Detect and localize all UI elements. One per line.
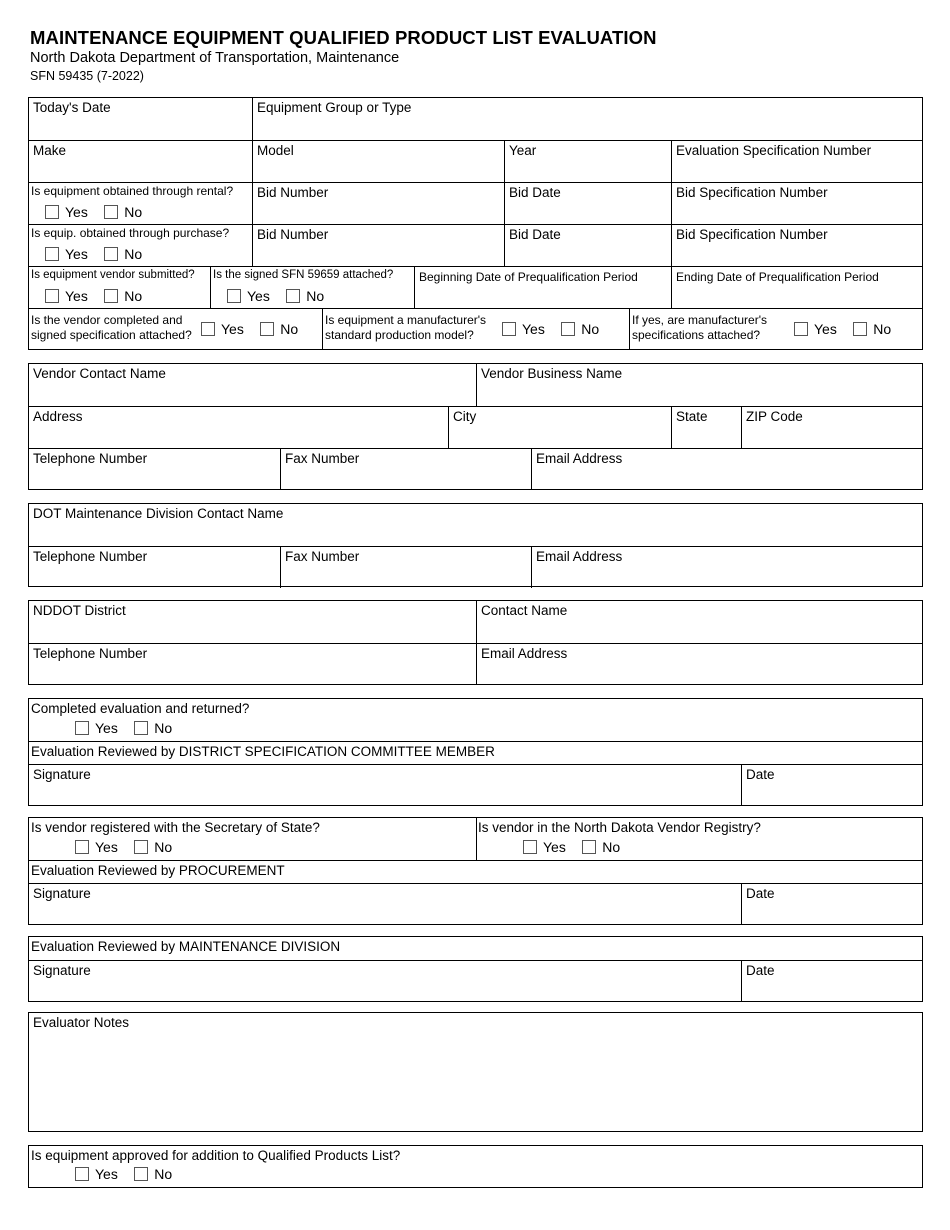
eval-spec-number-field[interactable] <box>671 141 922 182</box>
begin-prequal-field[interactable] <box>414 267 671 308</box>
vendor-state-label: State <box>676 409 708 424</box>
vendor-submitted-label: Is equipment vendor submitted? <box>31 269 195 281</box>
dot-fax-label: Fax Number <box>285 549 360 564</box>
dot-contact-name-field[interactable] <box>29 504 922 546</box>
district-date-label: Date <box>746 767 775 782</box>
vendor-zip-label: ZIP Code <box>746 409 803 424</box>
approval-question-label: Is equipment approved for addition to Qualified Products List? <box>31 1148 401 1163</box>
bid-spec-number-label: Bid Specification Number <box>676 227 828 242</box>
maintenance-signature-field[interactable] <box>29 961 741 1002</box>
sos-no-checkbox[interactable]: No <box>134 839 172 855</box>
district-email-field[interactable] <box>476 644 922 685</box>
vendor-submitted-yes-checkbox[interactable]: Yes <box>45 288 88 304</box>
make-label: Make <box>33 143 67 158</box>
eval-spec-number-label: Evaluation Specification Number <box>676 143 872 158</box>
sos-yes-checkbox[interactable]: Yes <box>75 839 118 855</box>
rental-no-checkbox[interactable]: No <box>104 204 142 220</box>
mfr-spec-yes-checkbox[interactable]: Yes <box>794 321 837 337</box>
sfn-attached-question <box>210 267 414 308</box>
dot-email-label: Email Address <box>536 549 623 564</box>
vendor-submitted-no-checkbox[interactable]: No <box>104 288 142 304</box>
vendor-city-label: City <box>453 409 477 424</box>
bid-number-label: Bid Number <box>257 227 329 242</box>
completed-yes-checkbox[interactable]: Yes <box>75 720 118 736</box>
vendor-telephone-field[interactable] <box>29 449 280 490</box>
rental-yes-checkbox[interactable]: Yes <box>45 204 88 220</box>
begin-prequal-label: Beginning Date of Prequalification Period <box>419 270 638 284</box>
vendor-submitted-question <box>29 267 210 308</box>
purchase-question <box>29 225 252 266</box>
rental-bid-date-field[interactable] <box>504 183 671 224</box>
bid-date-label: Bid Date <box>509 227 561 242</box>
registry-question-label: Is vendor in the North Dakota Vendor Registry? <box>478 820 761 835</box>
maintenance-date-field[interactable] <box>741 961 922 1002</box>
sos-question <box>29 818 476 860</box>
vendor-contact-name-field[interactable] <box>29 364 476 406</box>
purchase-yes-checkbox[interactable]: Yes <box>45 246 88 262</box>
model-label: Model <box>257 143 294 158</box>
vendor-address-field[interactable] <box>29 407 448 448</box>
mfr-spec-no-checkbox[interactable]: No <box>853 321 891 337</box>
form-subtitle: North Dakota Department of Transportation, Maintenance <box>30 50 400 66</box>
procurement-date-field[interactable] <box>741 884 922 925</box>
dot-telephone-field[interactable] <box>29 547 280 588</box>
purchase-question-label: Is equip. obtained through purchase? <box>31 226 230 240</box>
vendor-business-name-field[interactable] <box>476 364 922 406</box>
vendor-spec-no-checkbox[interactable]: No <box>260 321 298 337</box>
equipment-group-field[interactable] <box>252 98 922 140</box>
procurement-section <box>28 817 923 925</box>
end-prequal-field[interactable] <box>671 267 922 308</box>
end-prequal-label: Ending Date of Prequalification Period <box>676 270 879 284</box>
todays-date-label: Today's Date <box>33 100 111 115</box>
district-telephone-field[interactable] <box>29 644 476 685</box>
district-contact-name-field[interactable] <box>476 601 922 643</box>
maintenance-section <box>28 936 923 1002</box>
registry-no-checkbox[interactable]: No <box>582 839 620 855</box>
sfn-attached-label: Is the signed SFN 59659 attached? <box>213 269 394 281</box>
sfn-attached-no-checkbox[interactable]: No <box>286 288 324 304</box>
bid-spec-number-label: Bid Specification Number <box>676 185 828 200</box>
purchase-bid-spec-field[interactable] <box>671 225 922 266</box>
standard-model-yes-checkbox[interactable]: Yes <box>502 321 545 337</box>
district-telephone-label: Telephone Number <box>33 646 148 661</box>
dot-fax-field[interactable] <box>280 547 531 588</box>
district-reviewed-by-label: Evaluation Reviewed by DISTRICT SPECIFICATION COMMITTEE MEMBER <box>31 744 495 759</box>
rental-bid-number-field[interactable] <box>252 183 504 224</box>
rental-bid-spec-field[interactable] <box>671 183 922 224</box>
rental-question-label: Is equipment obtained through rental? <box>31 184 234 198</box>
standard-model-label-line2: standard production model? <box>325 327 474 342</box>
year-field[interactable] <box>504 141 671 182</box>
vendor-spec-question <box>29 309 322 350</box>
purchase-no-checkbox[interactable]: No <box>104 246 142 262</box>
vendor-spec-label-line2: signed specification attached? <box>31 327 192 342</box>
district-contact-name-label: Contact Name <box>481 603 568 618</box>
dot-telephone-label: Telephone Number <box>33 549 148 564</box>
district-review-section <box>28 698 923 806</box>
procurement-signature-field[interactable] <box>29 884 741 925</box>
completed-no-checkbox[interactable]: No <box>134 720 172 736</box>
vendor-email-field[interactable] <box>531 449 922 490</box>
district-signature-field[interactable] <box>29 765 741 806</box>
dot-email-field[interactable] <box>531 547 922 588</box>
district-date-field[interactable] <box>741 765 922 806</box>
nddot-district-label: NDDOT District <box>33 603 126 618</box>
vendor-spec-label-line1: Is the vendor completed and <box>31 313 183 327</box>
purchase-bid-date-field[interactable] <box>504 225 671 266</box>
registry-yes-checkbox[interactable]: Yes <box>523 839 566 855</box>
vendor-address-label: Address <box>33 409 83 424</box>
vendor-telephone-label: Telephone Number <box>33 451 148 466</box>
model-field[interactable] <box>252 141 504 182</box>
district-email-label: Email Address <box>481 646 568 661</box>
standard-model-question <box>322 309 629 350</box>
equipment-group-label: Equipment Group or Type <box>257 100 412 115</box>
nddot-district-field[interactable] <box>29 601 476 643</box>
vendor-section <box>28 363 923 490</box>
vendor-email-label: Email Address <box>536 451 623 466</box>
vendor-city-field[interactable] <box>448 407 671 448</box>
maintenance-reviewed-by-label: Evaluation Reviewed by MAINTENANCE DIVISION <box>31 939 341 954</box>
registry-question <box>476 818 922 860</box>
evaluator-notes-label: Evaluator Notes <box>33 1015 130 1030</box>
procurement-signature-label: Signature <box>33 886 91 901</box>
vendor-contact-name-label: Vendor Contact Name <box>33 366 166 381</box>
vendor-spec-yes-checkbox[interactable]: Yes <box>201 321 244 337</box>
approval-no-checkbox[interactable]: No <box>134 1166 172 1182</box>
form-title: MAINTENANCE EQUIPMENT QUALIFIED PRODUCT LIST EVALUATION <box>30 27 657 48</box>
purchase-bid-number-field[interactable] <box>252 225 504 266</box>
vendor-zip-field[interactable] <box>741 407 922 448</box>
approval-yes-checkbox[interactable]: Yes <box>75 1166 118 1182</box>
bid-date-label: Bid Date <box>509 185 561 200</box>
completed-question-label: Completed evaluation and returned? <box>31 701 250 716</box>
district-signature-label: Signature <box>33 767 91 782</box>
vendor-fax-field[interactable] <box>280 449 531 490</box>
dot-contact-name-label: DOT Maintenance Division Contact Name <box>33 506 284 521</box>
district-section <box>28 600 923 685</box>
standard-model-no-checkbox[interactable]: No <box>561 321 599 337</box>
sfn-attached-yes-checkbox[interactable]: Yes <box>227 288 270 304</box>
dot-contact-section <box>28 503 923 587</box>
completed-question <box>29 699 922 741</box>
mfr-spec-question <box>629 309 922 350</box>
mfr-spec-label-line2: specifications attached? <box>632 327 761 342</box>
rental-question <box>29 183 252 224</box>
vendor-business-name-label: Vendor Business Name <box>481 366 623 381</box>
bid-number-label: Bid Number <box>257 185 329 200</box>
equipment-section <box>28 97 923 350</box>
standard-model-label-line1: Is equipment a manufacturer's <box>325 313 487 327</box>
year-label: Year <box>509 143 537 158</box>
maintenance-signature-label: Signature <box>33 963 91 978</box>
evaluator-notes-field[interactable] <box>28 1012 923 1132</box>
procurement-date-label: Date <box>746 886 775 901</box>
procurement-reviewed-by-label: Evaluation Reviewed by PROCUREMENT <box>31 863 285 878</box>
vendor-state-field[interactable] <box>671 407 741 448</box>
mfr-spec-label-line1: If yes, are manufacturer's <box>632 313 768 327</box>
vendor-fax-label: Fax Number <box>285 451 360 466</box>
sos-question-label: Is vendor registered with the Secretary of State? <box>31 820 320 835</box>
todays-date-field[interactable] <box>29 98 252 140</box>
approval-section <box>28 1145 923 1188</box>
form-number: SFN 59435 (7-2022) <box>30 69 144 83</box>
maintenance-date-label: Date <box>746 963 775 978</box>
make-field[interactable] <box>29 141 252 182</box>
